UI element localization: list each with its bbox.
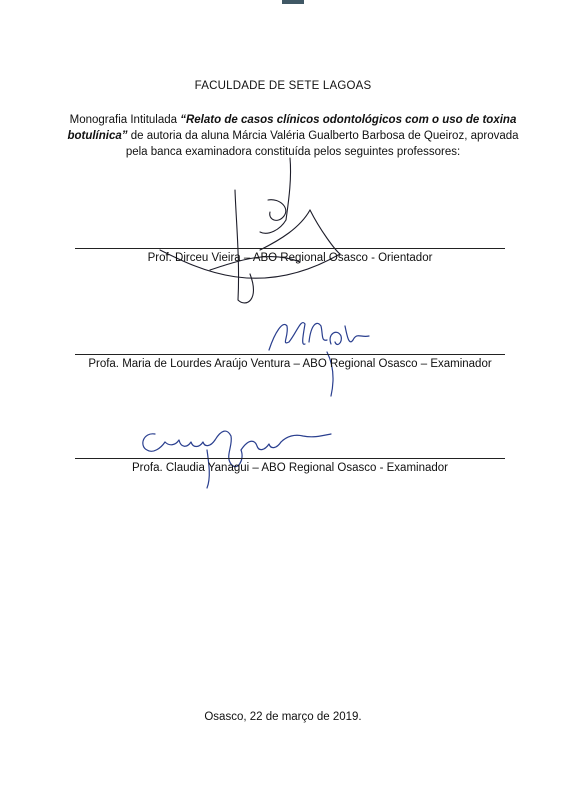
place-and-date: Osasco, 22 de março de 2019. (204, 711, 362, 723)
signature-block-2 (75, 354, 505, 371)
signature-block-1 (75, 248, 505, 265)
signatory-name-2: Profa. Maria de Lourdes Araújo Ventura – ABO Regional Osasco – Examinador (88, 358, 492, 370)
signature-line-3 (75, 458, 505, 459)
scan-artifact-mark (282, 0, 304, 4)
monograph-title: “Relato de casos clínicos odontológicos com o uso de toxina botulínica” (67, 114, 517, 142)
signatory-name-1: Prof. Dirceu Vieira – ABO Regional Osasco - Orientador (147, 252, 433, 264)
intro-paragraph (58, 112, 528, 160)
signatory-name-3: Profa. Claudia Yanagui – ABO Regional Osasco - Examinador (131, 462, 448, 474)
intro-suffix: de autoria da aluna Márcia Valéria Gualberto Barbosa de Queiroz, aprovada pela banca examinadora constituída pelos seguintes professores: (125, 130, 519, 158)
signature-line-1 (75, 248, 505, 249)
signature-block-3 (75, 458, 505, 475)
signature-3-drawing (135, 420, 335, 490)
signature-1-drawing (150, 150, 350, 310)
signature-line-2 (75, 354, 505, 355)
faculty-heading: FACULDADE DE SETE LAGOAS (194, 80, 372, 92)
intro-prefix: Monografia Intitulada (69, 114, 181, 126)
